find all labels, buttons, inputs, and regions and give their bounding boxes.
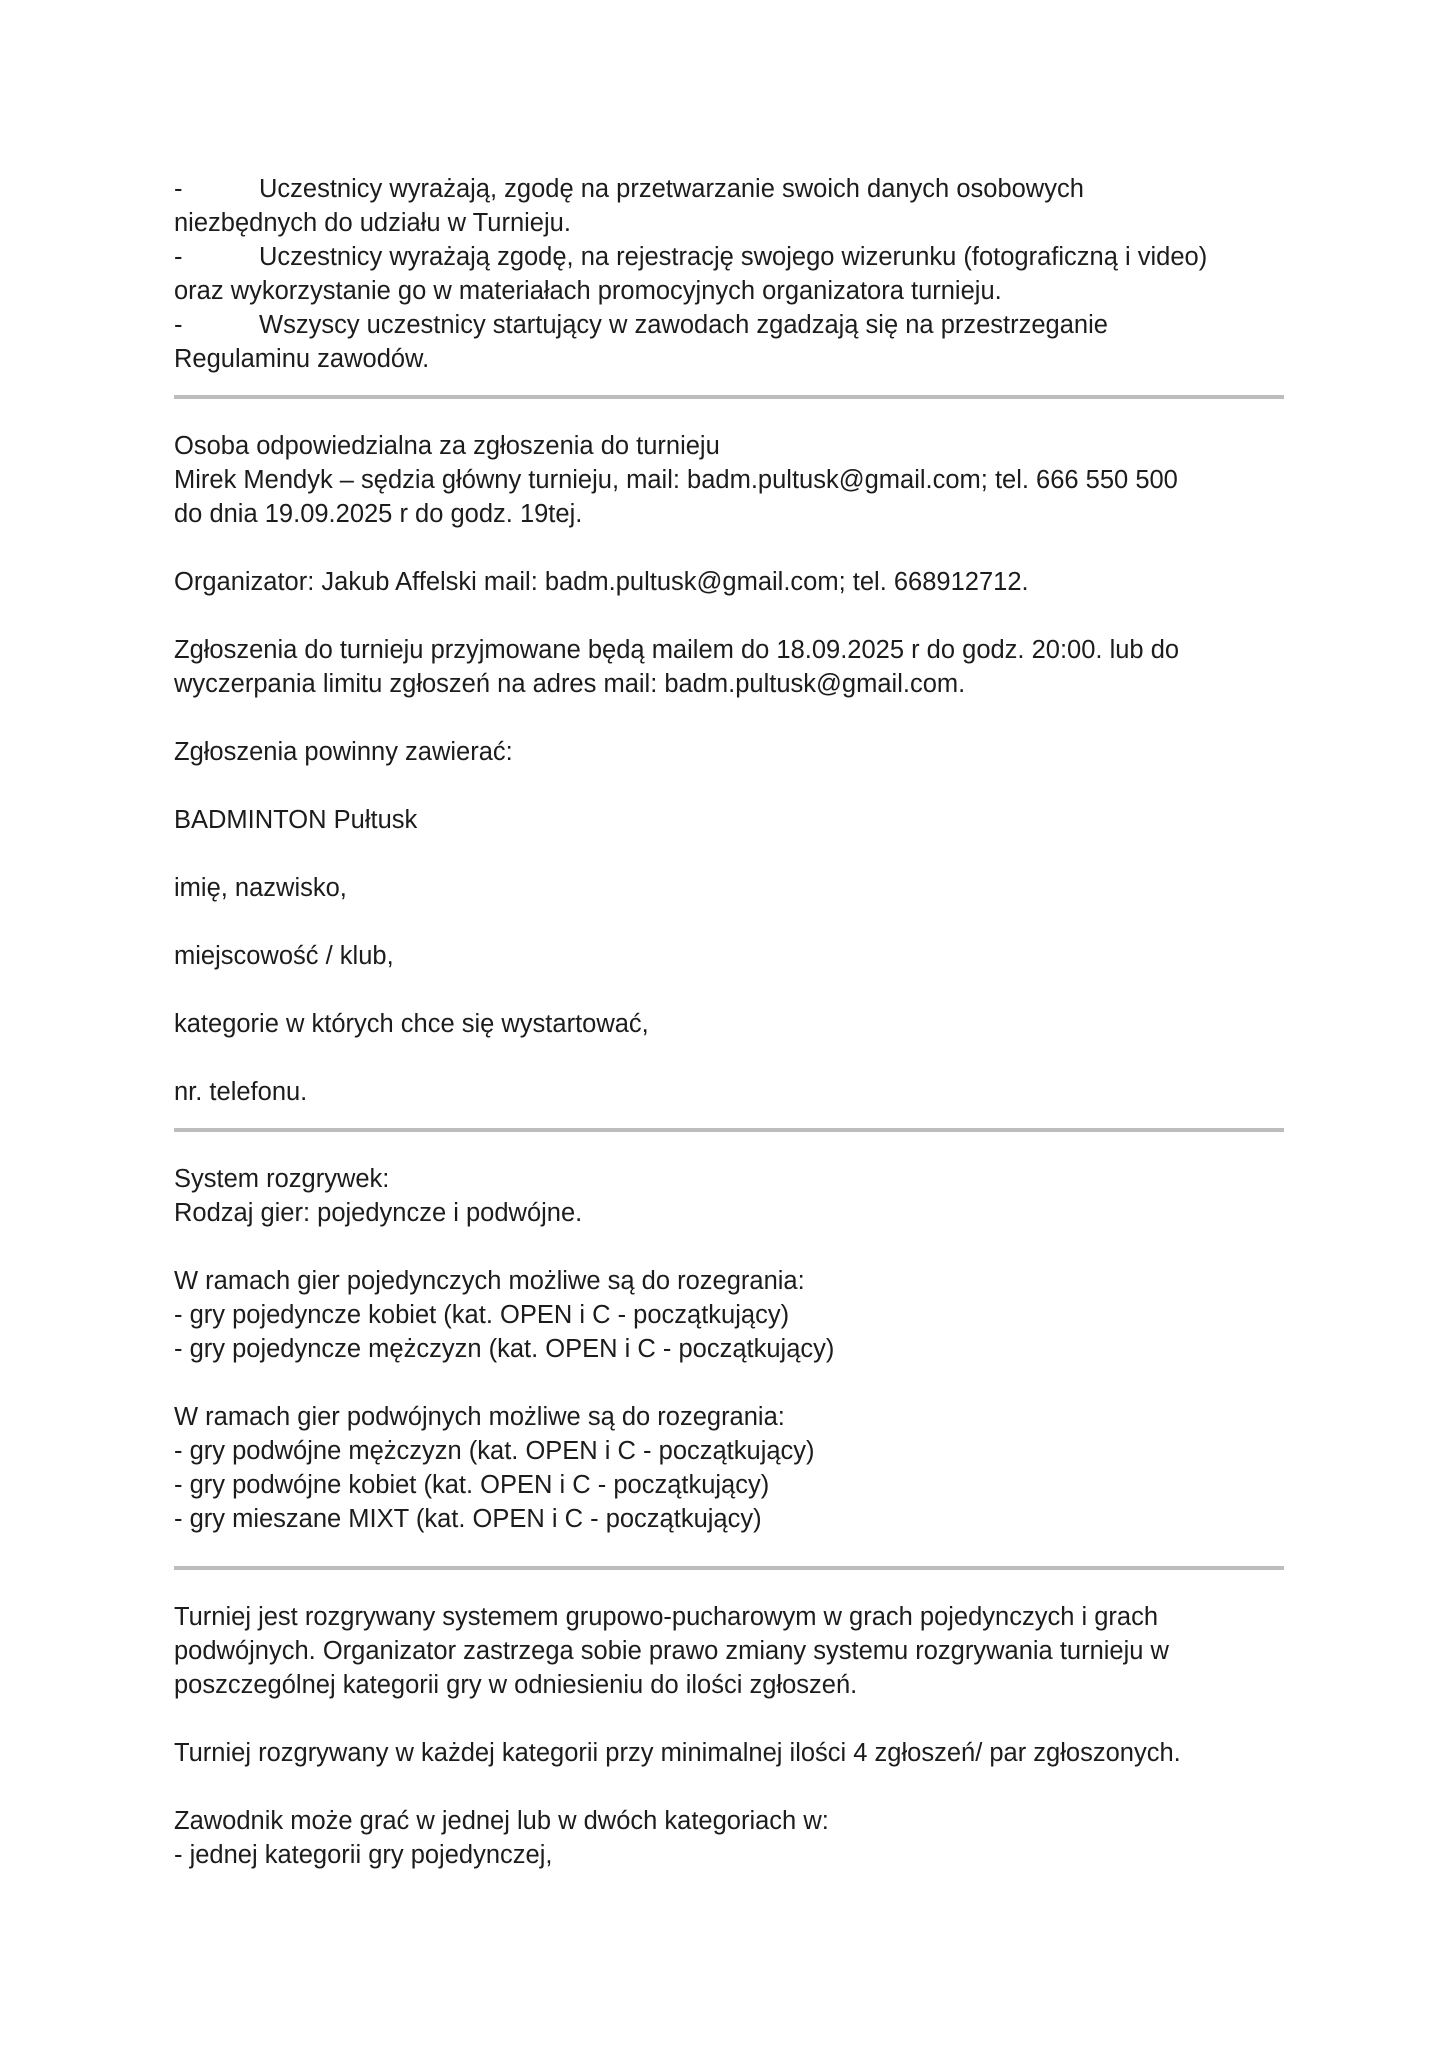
dash-marker: -	[174, 243, 183, 271]
consent-item-2	[174, 240, 1284, 274]
dash-marker: -	[174, 175, 183, 203]
contact-section	[174, 429, 1284, 1109]
singles-intro: W ramach gier pojedynczych możliwe są do rozegrania:	[174, 1267, 805, 1295]
doubles-intro: W ramach gier podwójnych możliwe są do rozegrania:	[174, 1403, 785, 1431]
required-field: kategorie w których chce się wystartować,	[174, 1010, 649, 1038]
horizontal-divider	[174, 395, 1284, 399]
format-paragraph-line: Turniej jest rozgrywany systemem grupowo-pucharowym w grach pojedynczych i grach	[174, 1603, 1159, 1631]
consent-item-2-continuation: oraz wykorzystanie go w materiałach promocyjnych organizatora turnieju.	[174, 277, 1002, 305]
game-types-line: Rodzaj gier: pojedyncze i podwójne.	[174, 1199, 583, 1227]
consent-item-2-text: Uczestnicy wyrażają zgodę, na rejestrację swojego wizerunku (fotograficzną i video)	[259, 243, 1208, 271]
singles-item: - gry pojedyncze kobiet (kat. OPEN i C - początkujący)	[174, 1301, 790, 1329]
consent-item-3	[174, 308, 1284, 342]
consent-item-3-continuation: Regulaminu zawodów.	[174, 345, 430, 373]
consent-item-1	[174, 172, 1284, 206]
referee-line: Mirek Mendyk – sędzia główny turnieju, mail: badm.pultusk@gmail.com; tel. 666 550 500	[174, 466, 1178, 494]
submission-line-2: wyczerpania limitu zgłoszeń na adres mail: badm.pultusk@gmail.com.	[174, 670, 966, 698]
required-field: BADMINTON Pułtusk	[174, 806, 418, 834]
doubles-item: - gry podwójne mężczyzn (kat. OPEN i C - początkujący)	[174, 1437, 815, 1465]
format-paragraph-line: podwójnych. Organizator zastrzega sobie prawo zmiany systemu rozgrywania turnieju w	[174, 1637, 1169, 1665]
organizer-line: Organizator: Jakub Affelski mail: badm.pultusk@gmail.com; tel. 668912712.	[174, 568, 1029, 596]
format-paragraph-line: poszczególnej kategorii gry w odniesieniu do ilości zgłoszeń.	[174, 1671, 858, 1699]
doubles-item: - gry podwójne kobiet (kat. OPEN i C - początkujący)	[174, 1471, 770, 1499]
submission-line-1: Zgłoszenia do turnieju przyjmowane będą mailem do 18.09.2025 r do godz. 20:00. lub do	[174, 636, 1180, 664]
dash-marker: -	[174, 311, 183, 339]
consent-item-1-text: Uczestnicy wyrażają, zgodę na przetwarzanie swoich danych osobowych	[259, 175, 1084, 203]
consent-item-1-continuation: niezbędnych do udziału w Turnieju.	[174, 209, 571, 237]
system-section	[174, 1162, 1284, 1536]
horizontal-divider	[174, 1566, 1284, 1570]
required-field: imię, nazwisko,	[174, 874, 347, 902]
contact-heading: Osoba odpowiedzialna za zgłoszenia do turnieju	[174, 432, 720, 460]
consent-item-3-text: Wszyscy uczestnicy startujący w zawodach zgadzają się na przestrzeganie	[259, 311, 1108, 339]
doubles-item: - gry mieszane MIXT (kat. OPEN i C - początkujący)	[174, 1505, 762, 1533]
required-field: nr. telefonu.	[174, 1078, 308, 1106]
deadline-line: do dnia 19.09.2025 r do godz. 19tej.	[174, 500, 583, 528]
horizontal-divider	[174, 1128, 1284, 1132]
player-categories-intro: Zawodnik może grać w jednej lub w dwóch kategoriach w:	[174, 1807, 829, 1835]
document-content	[174, 172, 1284, 1872]
format-section	[174, 1600, 1284, 1872]
must-contain-heading: Zgłoszenia powinny zawierać:	[174, 738, 513, 766]
player-category-item: - jednej kategorii gry pojedynczej,	[174, 1841, 553, 1869]
consent-section	[174, 172, 1284, 376]
singles-item: - gry pojedyncze mężczyzn (kat. OPEN i C - początkujący)	[174, 1335, 835, 1363]
required-field: miejscowość / klub,	[174, 942, 394, 970]
system-heading: System rozgrywek:	[174, 1165, 390, 1193]
minimum-entries-line: Turniej rozgrywany w każdej kategorii przy minimalnej ilości 4 zgłoszeń/ par zgłoszonych.	[174, 1739, 1181, 1767]
